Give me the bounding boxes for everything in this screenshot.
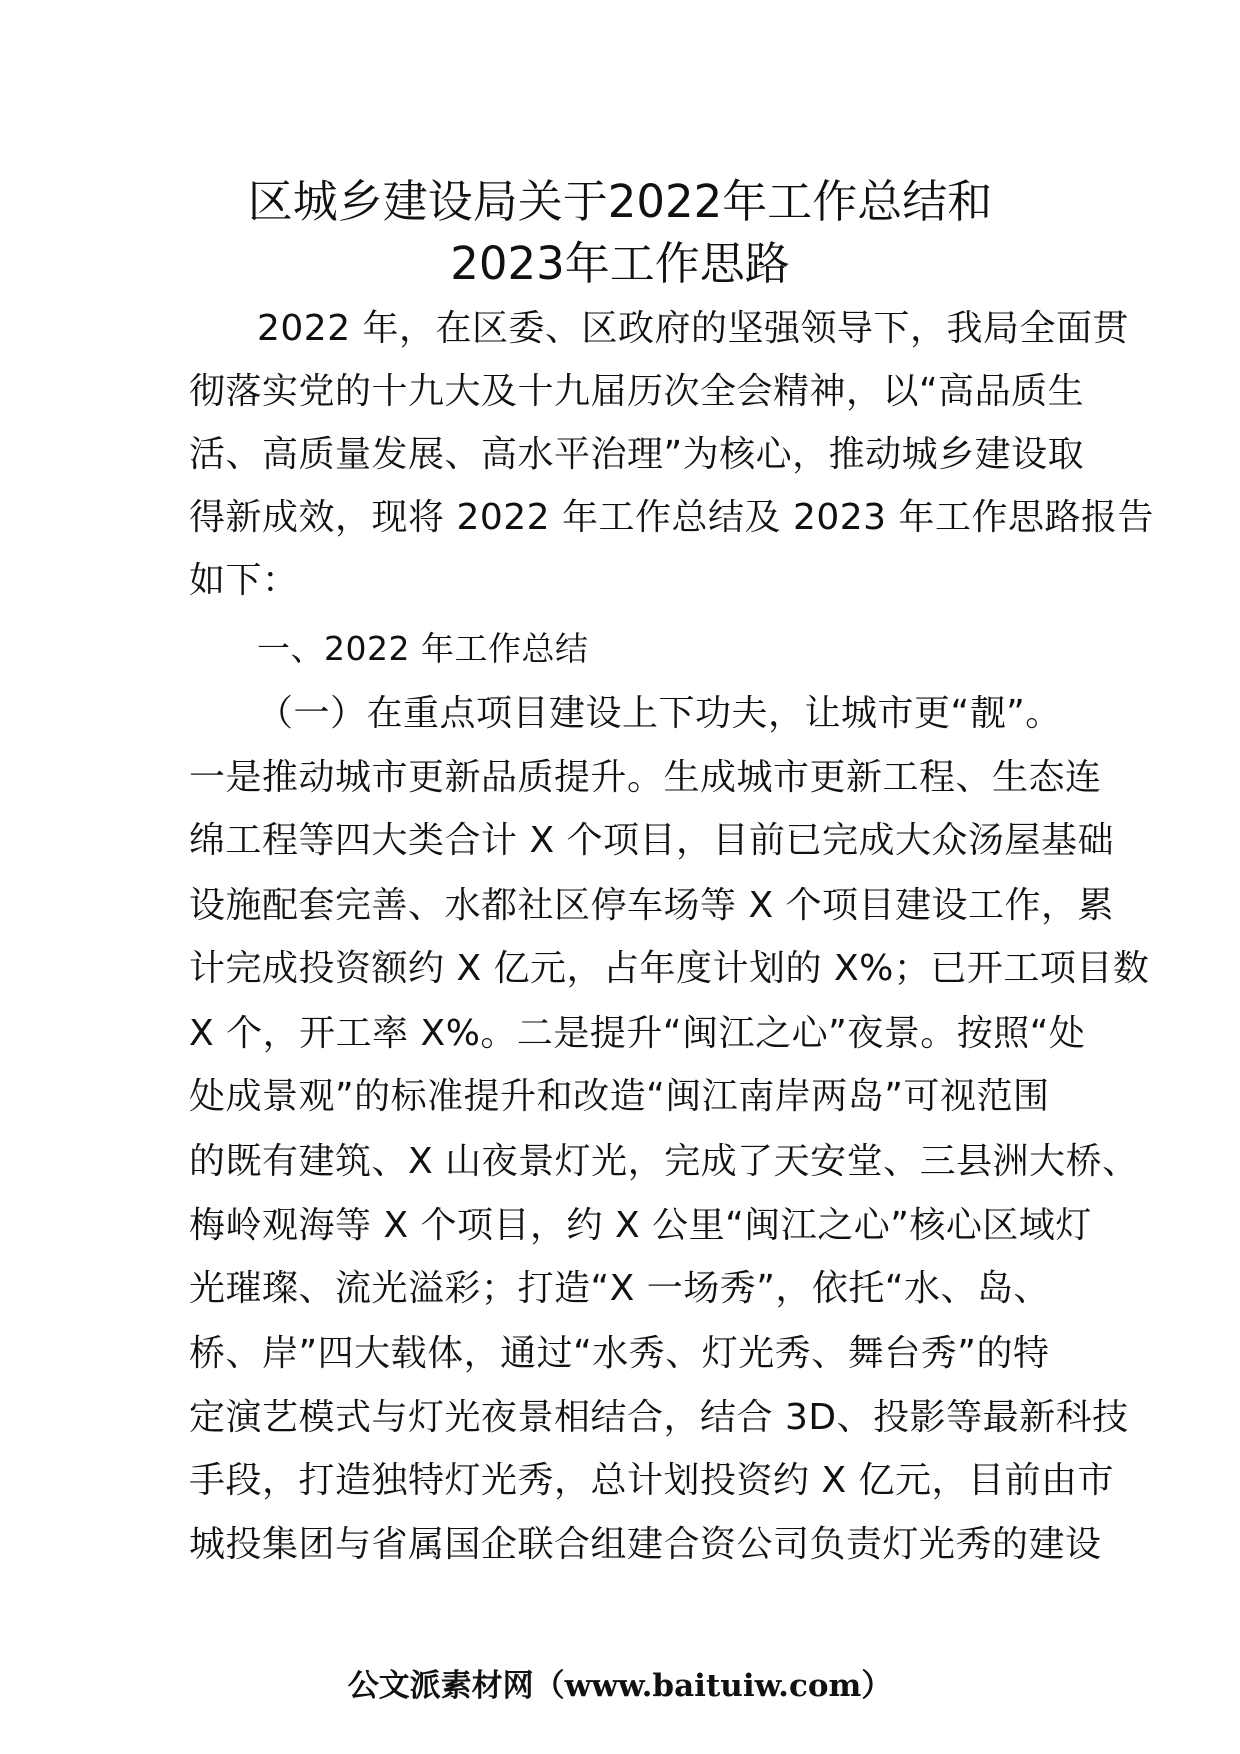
body-paragraph-line: 设施配套完善、水都社区停车场等 X 个项目建设工作，累 [189,885,1115,926]
document-title-line-1: 区城乡建设局关于2022年工作总结和 [247,175,993,228]
body-paragraph-line: 处成景观”的标准提升和改造“闽江南岸两岛”可视范围 [189,1076,1050,1117]
document-title-line-2: 2023年工作思路 [450,237,790,290]
body-paragraph-line: 绵工程等四大类合计 X 个项目，目前已完成大众汤屋基础 [189,820,1115,861]
body-paragraph-line: 计完成投资额约 X 亿元，占年度计划的 X%；已开工项目数 [189,948,1150,989]
intro-paragraph-line: 彻落实党的十九大及十九届历次全会精神，以“高品质生 [189,371,1085,412]
intro-paragraph-line: 得新成效，现将 2022 年工作总结及 2023 年工作思路报告 [189,497,1155,538]
body-paragraph-line: 手段，打造独特灯光秀，总计划投资约 X 亿元，目前由市 [189,1460,1115,1501]
body-paragraph-line: X 个，开工率 X%。二是提升“闽江之心”夜景。按照“处 [189,1013,1086,1054]
body-paragraph-line: 桥、岸”四大载体，通过“水秀、灯光秀、舞台秀”的特 [189,1333,1050,1374]
body-paragraph-line: 的既有建筑、X 山夜景灯光，完成了天安堂、三县洲大桥、 [189,1141,1139,1182]
section-heading: 一、2022 年工作总结 [257,629,589,668]
body-paragraph-line: 城投集团与省属国企联合组建合资公司负责灯光秀的建设 [189,1524,1102,1565]
body-paragraph-line: 梅岭观海等 X 个项目，约 X 公里“闽江之心”核心区域灯 [189,1205,1092,1246]
body-paragraph-line: 光璀璨、流光溢彩；打造“X 一场秀”，依托“水、岛、 [189,1268,1051,1309]
intro-paragraph-line: 活、高质量发展、高水平治理”为核心，推动城乡建设取 [189,434,1085,475]
body-paragraph-line: （一）在重点项目建设上下功夫，让城市更“靓”。 [257,693,1062,734]
intro-paragraph-line: 如下： [189,560,299,601]
intro-paragraph-line: 2022 年，在区委、区政府的坚强领导下，我局全面贯 [257,308,1130,349]
body-paragraph-line: 定演艺模式与灯光夜景相结合，结合 3D、投影等最新科技 [189,1397,1129,1438]
footer-watermark: 公文派素材网（www.baituiw.com） [347,1668,893,1704]
body-paragraph-line: 一是推动城市更新品质提升。生成城市更新工程、生态连 [189,757,1102,798]
